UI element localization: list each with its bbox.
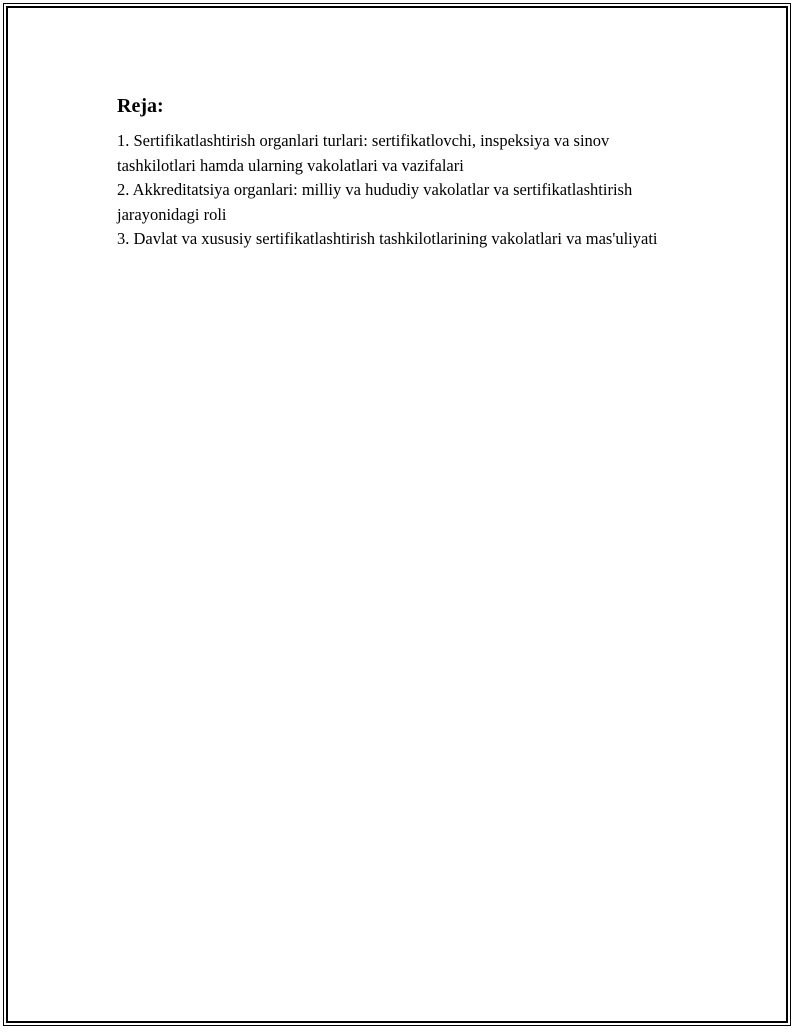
plan-item-1: 1. Sertifikatlashtirish organlari turlari: sertifikatlovchi, inspeksiya va sinov tashkilotlari hamda ularning vakolatlari va vazifalari xyxy=(117,131,610,175)
document-body xyxy=(117,93,677,252)
plan-item-2: 2. Akkreditatsiya organlari: milliy va hududiy vakolatlar va sertifikatlashtirish jarayonidagi roli xyxy=(117,180,633,224)
plan-item-3: 3. Davlat va xususiy sertifikatlashtirish tashkilotlarining vakolatlari va mas'uliyati xyxy=(117,229,658,248)
plan-list xyxy=(117,129,677,252)
plan-heading: Reja: xyxy=(117,95,164,117)
